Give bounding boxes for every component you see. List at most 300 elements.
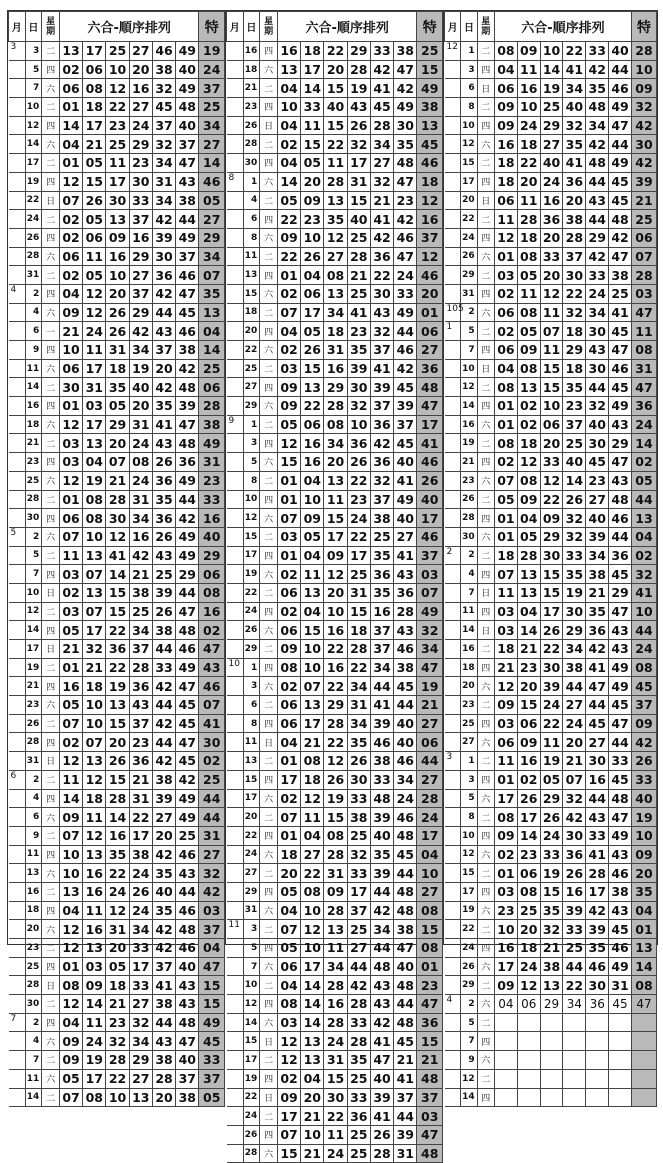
number-cell: 05 [301,154,324,173]
number-cell: 09 [59,808,82,827]
day-cell: 26 [461,247,477,266]
day-cell: 2 [25,284,42,303]
results-panel-2 [226,11,444,1161]
number-cell: 11 [540,733,563,752]
number-cell: 33 [563,546,586,565]
number-cell: 34 [586,303,609,322]
number-cell: 06 [59,509,82,528]
day-cell: 1 [461,752,477,771]
day-cell: 3 [461,60,477,79]
number-cell: 05 [277,191,300,210]
number-cell: 14 [59,789,82,808]
day-cell: 27 [461,733,477,752]
number-cell: 35 [394,135,417,154]
number-cell: 02 [277,602,300,621]
table-row [227,696,443,715]
day-cell: 28 [25,976,42,995]
month-cell [227,864,244,883]
weekday-cell: 二 [477,490,494,509]
number-cell: 39 [370,1088,393,1107]
number-cell: 19 [540,864,563,883]
special-number-cell: 03 [631,284,656,303]
weekday-cell: 六 [477,303,494,322]
month-cell [9,602,26,621]
day-cell: 4 [25,303,42,322]
table-row [9,210,225,229]
number-cell: 42 [152,284,175,303]
number-cell: 17 [324,527,347,546]
special-number-cell: 15 [199,976,225,995]
number-cell: 43 [394,565,417,584]
number-cell: 30 [347,378,370,397]
table-row [227,1088,443,1107]
number-cell: 40 [540,154,563,173]
number-cell: 08 [277,995,300,1014]
month-cell [227,565,244,584]
number-cell: 31 [324,864,347,883]
number-cell: 43 [609,901,632,920]
number-cell: 34 [129,341,152,360]
number-cell: 33 [129,191,152,210]
number-cell: 09 [324,882,347,901]
weekday-cell: 二 [42,378,60,397]
table-row [445,116,657,135]
special-number-cell: 15 [417,60,443,79]
month-cell [227,808,244,827]
number-cell: 16 [59,677,82,696]
special-number-cell: 25 [417,42,443,61]
day-cell: 8 [243,714,260,733]
number-cell: 16 [129,228,152,247]
number-cell: 27 [129,266,152,285]
weekday-cell: 四 [42,845,60,864]
number-cell: 46 [609,864,632,883]
weekday-cell: 六 [477,247,494,266]
number-cell: 08 [83,490,106,509]
month-cell [9,210,26,229]
table-row [445,640,657,659]
number-cell: 27 [586,490,609,509]
number-cell: 32 [540,920,563,939]
weekday-cell: 四 [260,826,278,845]
number-cell: 44 [152,640,175,659]
table-row [445,191,657,210]
number-cell: 06 [277,957,300,976]
special-number-cell: 47 [199,640,225,659]
weekday-cell: 六 [477,415,494,434]
number-cell: 25 [540,98,563,117]
number-cell: 34 [370,135,393,154]
month-cell [227,1051,244,1070]
number-cell: 25 [129,602,152,621]
day-cell: 19 [25,172,42,191]
month-cell [227,1125,244,1144]
special-number-cell: 47 [631,995,656,1014]
number-cell: 12 [83,826,106,845]
number-cell: 49 [176,79,199,98]
weekday-cell: 二 [42,602,60,621]
number-cell: 30 [106,509,129,528]
header-month: 月 [227,12,244,42]
weekday-cell: 二 [260,1107,278,1126]
table-row [445,322,657,341]
special-number-cell: 49 [199,434,225,453]
number-cell: 40 [324,98,347,117]
number-cell: 07 [83,602,106,621]
number-cell: 18 [494,546,517,565]
number-cell: 44 [394,864,417,883]
day-cell: 5 [243,939,260,958]
month-cell [445,415,461,434]
day-cell: 12 [243,995,260,1014]
number-cell [517,1013,540,1032]
day-cell: 26 [243,1125,260,1144]
day-cell: 2 [25,1013,42,1032]
day-cell: 22 [243,583,260,602]
weekday-cell: 四 [477,714,494,733]
special-number-cell: 10 [631,60,656,79]
day-cell: 24 [243,602,260,621]
number-cell: 20 [152,1088,175,1107]
number-cell: 33 [129,976,152,995]
table-row [445,995,657,1014]
table-row [9,359,225,378]
number-cell: 28 [370,1144,393,1163]
number-cell: 49 [609,397,632,416]
weekday-cell: 四 [260,1125,278,1144]
number-cell: 35 [152,397,175,416]
month-cell [9,247,26,266]
table-row [227,116,443,135]
weekday-cell: 日 [42,640,60,659]
number-cell: 44 [370,677,393,696]
number-cell: 16 [83,864,106,883]
number-cell: 12 [106,527,129,546]
number-cell: 40 [176,1051,199,1070]
number-cell: 18 [347,621,370,640]
number-cell: 42 [152,920,175,939]
special-number-cell: 44 [631,490,656,509]
table-row [227,882,443,901]
weekday-cell: 二 [477,546,494,565]
day-cell: 10 [461,826,477,845]
weekday-cell: 六 [477,995,494,1014]
number-cell: 14 [277,172,300,191]
number-cell: 44 [176,490,199,509]
number-cell: 16 [129,527,152,546]
special-number-cell: 15 [417,920,443,939]
table-row [9,565,225,584]
number-cell: 29 [540,116,563,135]
number-cell: 49 [176,471,199,490]
number-cell: 21 [301,733,324,752]
number-cell: 38 [609,882,632,901]
number-cell: 15 [324,79,347,98]
number-cell: 20 [106,284,129,303]
number-cell: 47 [370,1051,393,1070]
month-cell [9,172,26,191]
number-cell: 12 [83,770,106,789]
number-cell: 02 [517,770,540,789]
day-cell: 28 [461,509,477,528]
number-cell: 43 [609,640,632,659]
number-cell: 08 [83,79,106,98]
number-cell: 42 [152,378,175,397]
number-cell: 20 [324,453,347,472]
weekday-cell: 四 [260,322,278,341]
day-cell: 15 [461,864,477,883]
special-number-cell: 25 [631,210,656,229]
number-cell: 22 [106,621,129,640]
month-cell [227,826,244,845]
number-cell: 48 [370,789,393,808]
day-cell: 29 [243,882,260,901]
number-cell: 28 [152,1069,175,1088]
number-cell: 42 [176,509,199,528]
day-cell: 17 [243,1051,260,1070]
month-cell [445,1069,461,1088]
number-cell: 28 [129,658,152,677]
month-cell: 10 [227,658,244,677]
number-cell: 49 [176,789,199,808]
number-cell: 01 [59,957,82,976]
number-cell: 08 [59,976,82,995]
number-cell: 45 [176,714,199,733]
number-cell: 03 [494,714,517,733]
number-cell: 16 [494,135,517,154]
number-cell: 45 [370,98,393,117]
month-cell: 3 [445,752,461,771]
number-cell: 43 [347,98,370,117]
number-cell: 09 [517,490,540,509]
day-cell: 13 [243,266,260,285]
special-number-cell: 32 [417,621,443,640]
month-cell [9,341,26,360]
number-cell: 33 [586,42,609,61]
month-cell [445,471,461,490]
number-cell: 47 [609,247,632,266]
number-cell: 41 [586,658,609,677]
weekday-cell: 六 [42,79,60,98]
special-number-cell: 14 [199,154,225,173]
month-cell [227,1144,244,1163]
table-row [445,939,657,958]
day-cell: 2 [25,527,42,546]
weekday-cell: 二 [42,266,60,285]
number-cell: 15 [324,1069,347,1088]
number-cell: 32 [563,303,586,322]
number-cell: 15 [540,583,563,602]
number-cell: 16 [540,191,563,210]
special-number-cell: 25 [199,359,225,378]
number-cell: 02 [277,284,300,303]
number-cell: 31 [347,583,370,602]
number-cell: 17 [83,42,106,61]
number-cell: 17 [347,546,370,565]
table-row [9,546,225,565]
day-cell: 18 [25,415,42,434]
number-cell: 02 [277,565,300,584]
month-cell [227,378,244,397]
number-cell [586,1032,609,1051]
number-cell: 05 [106,397,129,416]
number-cell: 06 [494,191,517,210]
day-cell: 7 [25,565,42,584]
number-cell: 22 [324,677,347,696]
month-cell [227,1032,244,1051]
number-cell: 31 [609,976,632,995]
day-cell: 8 [243,228,260,247]
number-cell: 46 [176,640,199,659]
special-number-cell: 15 [417,1032,443,1051]
number-cell: 35 [324,210,347,229]
number-cell: 29 [129,247,152,266]
number-cell: 12 [277,1032,300,1051]
special-number-cell: 20 [631,864,656,883]
number-cell: 38 [609,266,632,285]
number-cell: 31 [106,341,129,360]
number-cell: 40 [370,826,393,845]
number-cell: 38 [152,60,175,79]
number-cell: 10 [59,845,82,864]
month-cell [9,453,26,472]
month-cell [445,901,461,920]
number-cell: 46 [394,752,417,771]
number-cell: 23 [129,154,152,173]
weekday-cell: 四 [260,98,278,117]
number-cell: 16 [324,995,347,1014]
special-number-cell: 19 [631,808,656,827]
month-cell [9,957,26,976]
day-cell: 26 [461,957,477,976]
number-cell: 15 [517,696,540,715]
month-cell [445,341,461,360]
month-cell [445,882,461,901]
number-cell: 09 [540,509,563,528]
number-cell: 01 [277,752,300,771]
table-row [445,1069,657,1088]
special-number-cell: 12 [417,191,443,210]
number-cell: 09 [277,228,300,247]
number-cell: 28 [347,995,370,1014]
number-cell: 38 [394,658,417,677]
number-cell: 08 [129,453,152,472]
day-cell: 30 [461,527,477,546]
weekday-cell: 六 [477,957,494,976]
number-cell: 12 [540,284,563,303]
number-cell: 05 [277,415,300,434]
number-cell: 08 [301,752,324,771]
number-cell: 17 [301,60,324,79]
table-row [445,677,657,696]
day-cell: 31 [25,752,42,771]
number-cell: 19 [129,359,152,378]
number-cell: 43 [609,845,632,864]
weekday-cell: 二 [477,210,494,229]
number-cell: 09 [277,397,300,416]
special-number-cell: 28 [199,397,225,416]
number-cell: 04 [277,116,300,135]
number-cell: 32 [152,79,175,98]
day-cell: 5 [461,789,477,808]
number-cell: 28 [106,490,129,509]
special-number-cell: 08 [417,939,443,958]
day-cell: 2 [25,770,42,789]
special-number-cell: 48 [417,378,443,397]
number-cell: 47 [609,808,632,827]
number-cell: 27 [152,808,175,827]
weekday-cell: 日 [477,191,494,210]
number-cell: 45 [609,378,632,397]
number-cell: 49 [394,98,417,117]
number-cell: 12 [59,920,82,939]
number-cell: 46 [370,733,393,752]
month-cell [227,845,244,864]
table-row [9,976,225,995]
month-cell [9,808,26,827]
special-number-cell: 06 [417,733,443,752]
special-number-cell: 28 [631,42,656,61]
number-cell: 22 [301,397,324,416]
number-cell: 34 [563,640,586,659]
number-cell: 06 [277,583,300,602]
weekday-cell: 二 [260,864,278,883]
month-cell [227,527,244,546]
number-cell: 10 [324,602,347,621]
table-row [445,42,657,61]
day-cell: 3 [243,920,260,939]
month-cell [9,845,26,864]
number-cell: 09 [324,546,347,565]
number-cell: 44 [152,303,175,322]
weekday-cell: 六 [477,733,494,752]
number-cell: 41 [586,845,609,864]
number-cell: 43 [586,341,609,360]
number-cell: 13 [301,583,324,602]
number-cell: 33 [347,1013,370,1032]
special-number-cell: 01 [417,303,443,322]
number-cell: 09 [494,116,517,135]
header-row [227,12,443,42]
month-cell [227,228,244,247]
number-cell: 07 [277,920,300,939]
number-cell: 01 [277,471,300,490]
weekday-cell: 四 [477,565,494,584]
number-cell: 18 [324,322,347,341]
month-cell [227,247,244,266]
number-cell: 25 [176,826,199,845]
month-cell [227,621,244,640]
weekday-cell: 六 [260,621,278,640]
number-cell: 45 [609,696,632,715]
weekday-cell: 六 [42,135,60,154]
number-cell: 15 [347,602,370,621]
month-cell [9,583,26,602]
number-cell: 17 [301,957,324,976]
special-number-cell: 44 [631,621,656,640]
day-cell: 27 [243,378,260,397]
number-cell: 23 [394,191,417,210]
number-cell: 03 [59,453,82,472]
table-row [9,995,225,1014]
number-cell: 01 [59,397,82,416]
number-cell: 46 [152,42,175,61]
special-number-cell: 47 [417,995,443,1014]
number-cell: 11 [83,247,106,266]
number-cell: 34 [324,434,347,453]
weekday-cell: 二 [42,714,60,733]
month-cell [445,191,461,210]
